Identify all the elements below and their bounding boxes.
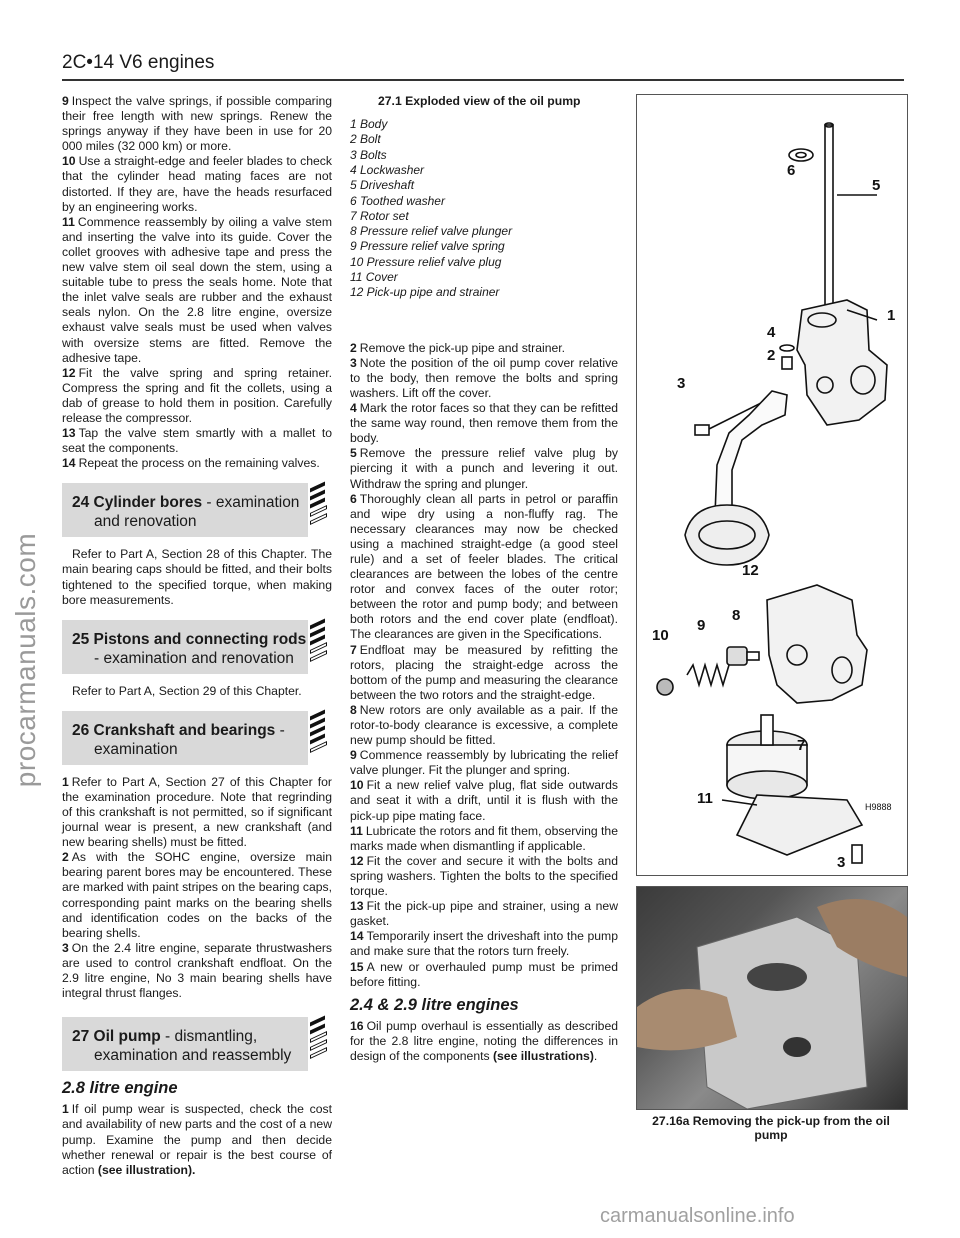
paragraph [350, 643, 618, 703]
bottom-watermark: carmanualsonline.info [600, 1205, 795, 1227]
paragraph-text: Fit a new relief valve plug, flat side outwards and seat it with a drift, until it is flush with the pick-up pipe mating face. [350, 778, 618, 823]
subheading-2-4-2-9-litre: 2.4 & 2.9 litre engines [350, 995, 519, 1014]
paragraph-number: 9 [350, 748, 357, 763]
paragraph-number: 6 [350, 491, 357, 506]
paragraph [350, 960, 618, 990]
exploded-oil-pump-figure [636, 94, 908, 876]
legend-item: 8 Pressure relief valve plunger [350, 224, 513, 239]
paragraph [350, 401, 618, 446]
pickup-removal-photo [636, 886, 908, 1110]
paragraph-number: 14 [62, 456, 76, 471]
paragraph-text: Commence reassembly by oiling a valve stem and inserting the valve into its guide. Cover the collet grooves with adhesive tape and press the new valve stem oil seal down the stem, using a suitable tube to press the seals home. Note that the inlet valve seals are rubber and the exhaust seals nylon. On the 2.8 litre engine, oversize exhaust valve seals must be used when valves with oversize stems are fitted. Remove the adhesive tape. [62, 214, 332, 365]
paragraph-text: Tap the valve stem smartly with a mallet to seat the components. [62, 426, 332, 456]
legend-item: 11 Cover [350, 270, 398, 285]
legend-item: 12 Pick-up pipe and strainer [350, 285, 500, 300]
paragraph-text: New rotors are only available as a pair. If the rotor-to-body clearance is excessive, a complete new pump should be fitted. [350, 702, 618, 748]
legend-item: 6 Toothed washer [350, 193, 445, 208]
section-24-title: 24 Cylinder bores [72, 494, 203, 512]
oil-pump-paragraphs [350, 341, 618, 990]
legend-item: 9 Pressure relief valve spring [350, 239, 505, 254]
figure-label: 3 [677, 375, 686, 392]
figure-label: 2 [767, 347, 776, 364]
paragraph-number: 8 [350, 702, 357, 717]
paragraph-text: Repeat the process on the remaining valves. [78, 456, 320, 471]
paragraph [350, 341, 618, 356]
paragraph-number: 1 [62, 1102, 69, 1117]
column-1 [62, 94, 332, 1178]
paragraph-number: 3 [62, 940, 69, 955]
crankshaft-paragraphs [62, 775, 332, 1001]
section-25-line2: - examination and renovation [94, 649, 294, 667]
paragraph-number: 16 [350, 1018, 364, 1033]
illustration-reference: (see illustrations) [492, 1048, 594, 1063]
paragraph-number: 5 [350, 446, 357, 461]
valve-paragraphs [62, 94, 332, 471]
paragraph-text: As with the SOHC engine, oversize main bearing parent bores may be encountered. These are marked with paint stripes on the bearing caps, corresponding paint marks on the bearing shells and identification codes on the backs of the bearing shells. [62, 850, 332, 940]
paragraph-text: Remove the pressure relief valve plug by piercing it with a punch and levering it out. Withdraw the spring and plunger. [350, 446, 618, 491]
paragraph-number: 3 [350, 355, 357, 370]
legend-item: 1 Body [350, 117, 388, 132]
paragraph-text: Oil pump overhaul is essentially as described for the 2.8 litre engine, noting the differences in design of the components [350, 1018, 618, 1063]
paragraph [350, 778, 618, 823]
difficulty-rating-icon [310, 1019, 330, 1071]
legend-item: 10 Pressure relief valve plug [350, 254, 502, 269]
figure-caption-title: 27.1 Exploded view of the oil pump [378, 94, 581, 108]
paragraph [350, 356, 618, 401]
difficulty-rating-icon [310, 713, 330, 765]
legend-item: 4 Lockwasher [350, 162, 425, 177]
side-watermark [4, 0, 48, 1238]
figure-label: 9 [697, 617, 706, 634]
paragraph-number: 10 [350, 778, 364, 793]
paragraph-number: 11 [350, 823, 363, 838]
paragraph-text: Refer to Part A, Section 27 of this Chapter for the examination procedure. Note that regrinding of this crankshaft is not permitted, so if significant journal wear is present, a new crankshaft (and new bearing shells) must be fitted. [62, 774, 332, 850]
figure-label: 5 [872, 177, 881, 194]
paragraph [62, 1102, 332, 1177]
paragraph-text: Mark the rotor faces so that they can be refitted the same way round, then remove them from the body. [350, 401, 618, 446]
paragraph [350, 929, 618, 959]
exploded-diagram-svg [637, 95, 907, 875]
paragraph [350, 854, 618, 899]
paragraph [350, 446, 618, 491]
paragraph-number: 15 [350, 959, 364, 974]
paragraph-number: 13 [62, 426, 76, 441]
paragraph-text: Endfloat may be measured by refitting the rotors, placing the straight-edge across the bottom of the pump and measuring the clearance between the two rotors and the straight-edge. [350, 642, 618, 702]
paragraph-number: 12 [350, 853, 364, 868]
figure-legend [350, 117, 618, 301]
section-27-line2: examination and reassembly [94, 1047, 292, 1065]
difficulty-rating-icon [310, 622, 330, 674]
paragraph [62, 426, 332, 456]
section-26-subtitle: - [275, 721, 285, 739]
column-2 [350, 94, 618, 1064]
paragraph [350, 824, 618, 854]
paragraph [62, 941, 332, 1001]
paragraph [62, 366, 332, 426]
paragraph [62, 850, 332, 941]
paragraph [350, 748, 618, 778]
section-27-subtitle: - dismantling, [160, 1028, 258, 1046]
paragraph-text: Fit the cover and secure it with the bolts and spring washers. Tighten the bolts to the specified torque. [350, 853, 618, 899]
paragraph-text: Commence reassembly by lubricating the relief valve plunger. Fit the plunger and spring. [350, 748, 618, 778]
section-24-line2: and renovation [94, 513, 197, 531]
side-watermark-text: procarmanuals.com [10, 532, 41, 788]
paragraph-text: Thoroughly clean all parts in petrol or paraffin and wipe dry using a non-fluffy rag. The necessary clearances may now be checked using a machined straight-edge (a good steel rule) and a set of feeler blades. The critical clearances are between the lobes of the centre rotor and convex faces of the outer rotor; between the rotor and pump body; and between both rotors and the end cover plate (endfloat). The clearances are given in the Specifications. [350, 491, 618, 642]
paragraph-text: If oil pump wear is suspected, check the cost and availability of new parts and the cost of a new pump. Examine the pump and then decide whether renewal or repair is the best course of action [62, 1102, 332, 1177]
figure-label: 7 [797, 737, 806, 754]
section-25-text: Refer to Part A, Section 29 of this Chapter. [72, 683, 302, 698]
page-header: 2C•14 V6 engines [62, 52, 215, 73]
paragraph-text: Temporarily insert the driveshaft into the pump and make sure that the rotors turn freely. [350, 929, 618, 959]
section-26-heading [62, 711, 308, 765]
figure-code: H9888 [865, 802, 892, 812]
paragraph-text: Fit the pick-up pipe and strainer, using a new gasket. [350, 899, 618, 929]
paragraph-number: 10 [62, 154, 76, 169]
paragraph [62, 456, 332, 471]
figure-label: 6 [787, 162, 796, 179]
figure-label: 12 [742, 562, 759, 579]
figure-label: 1 [887, 307, 896, 324]
paragraph-number: 4 [350, 401, 357, 416]
paragraph [62, 154, 332, 214]
figure-label: 4 [767, 324, 776, 341]
legend-item: 3 Bolts [350, 147, 387, 162]
paragraph-text: A new or overhauled pump must be primed before fitting. [350, 959, 618, 989]
figure-label: 3 [837, 854, 846, 871]
subheading-2-8-litre: 2.8 litre engine [62, 1079, 178, 1098]
paragraph [62, 215, 332, 366]
paragraph-text: On the 2.4 litre engine, separate thrustwashers are used to control crankshaft endfloat. On the 2.9 litre engine, No 3 main bearing shells have integral thrust flanges. [62, 940, 332, 1001]
paragraph-text: Fit the valve spring and spring retainer. Compress the spring and fit the collets, using a dab of grease to hold them in position. Carefully release the compressor. [62, 365, 332, 425]
section-24-heading [62, 483, 308, 537]
paragraph-text: Inspect the valve springs, if possible comparing their free length with new springs. Renew the springs anyway if they have been in use for 20 000 miles (32 000 km) or more. [62, 94, 332, 154]
paragraph-number: 1 [62, 774, 69, 789]
illustration-reference: (see illustration). [97, 1162, 196, 1177]
figure-label: 11 [697, 790, 713, 807]
photo-svg [637, 887, 907, 1109]
section-27-title: 27 Oil pump [72, 1028, 161, 1046]
paragraph [350, 1019, 618, 1064]
section-24-subtitle: - examination [202, 494, 300, 512]
section-26-line2: examination [94, 740, 178, 758]
paragraph-number: 2 [62, 850, 69, 865]
paragraph [350, 492, 618, 643]
section-24-text: Refer to Part A, Section 28 of this Chapter. The main bearing caps should be fitted, and their bolts tightened to the specified torque, when making bore measurements. [62, 547, 332, 607]
photo-caption: 27.16a Removing the pick-up from the oil pump [652, 1114, 890, 1142]
section-25-title: 25 Pistons and connecting rods [72, 630, 307, 648]
difficulty-rating-icon [310, 485, 330, 537]
figure-label: 8 [732, 607, 741, 624]
paragraph-text: Use a straight-edge and feeler blades to check that the cylinder head mating faces are not distorted. If they are, have the heads resurfaced by an engineering works. [62, 154, 332, 214]
section-25-heading [62, 620, 308, 674]
paragraph-text: Note the position of the oil pump cover relative to the body, then remove the bolts and spring washers. Lift off the cover. [350, 355, 618, 400]
section-26-title: 26 Crankshaft and bearings [72, 721, 276, 739]
section-27-heading [62, 1017, 308, 1071]
paragraph-number: 2 [350, 340, 357, 355]
figure-label: 10 [652, 627, 669, 644]
paragraph-number: 13 [350, 899, 364, 914]
paragraph-end: . [593, 1048, 598, 1063]
legend-item: 5 Driveshaft [350, 178, 415, 193]
paragraph-number: 12 [62, 365, 76, 380]
paragraph [350, 899, 618, 929]
paragraph-number: 7 [350, 642, 357, 657]
paragraph [62, 775, 332, 850]
paragraph-text: Remove the pick-up pipe and strainer. [359, 340, 566, 355]
paragraph-number: 14 [350, 929, 364, 944]
paragraph-text: Lubricate the rotors and fit them, observing the marks made when dismantling if applicable. [350, 823, 618, 853]
legend-item: 7 Rotor set [350, 208, 409, 223]
header-rule [62, 79, 904, 81]
paragraph [62, 94, 332, 154]
paragraph-number: 9 [62, 94, 69, 108]
paragraph [350, 703, 618, 748]
legend-item: 2 Bolt [350, 132, 381, 147]
paragraph-number: 11 [62, 214, 75, 229]
